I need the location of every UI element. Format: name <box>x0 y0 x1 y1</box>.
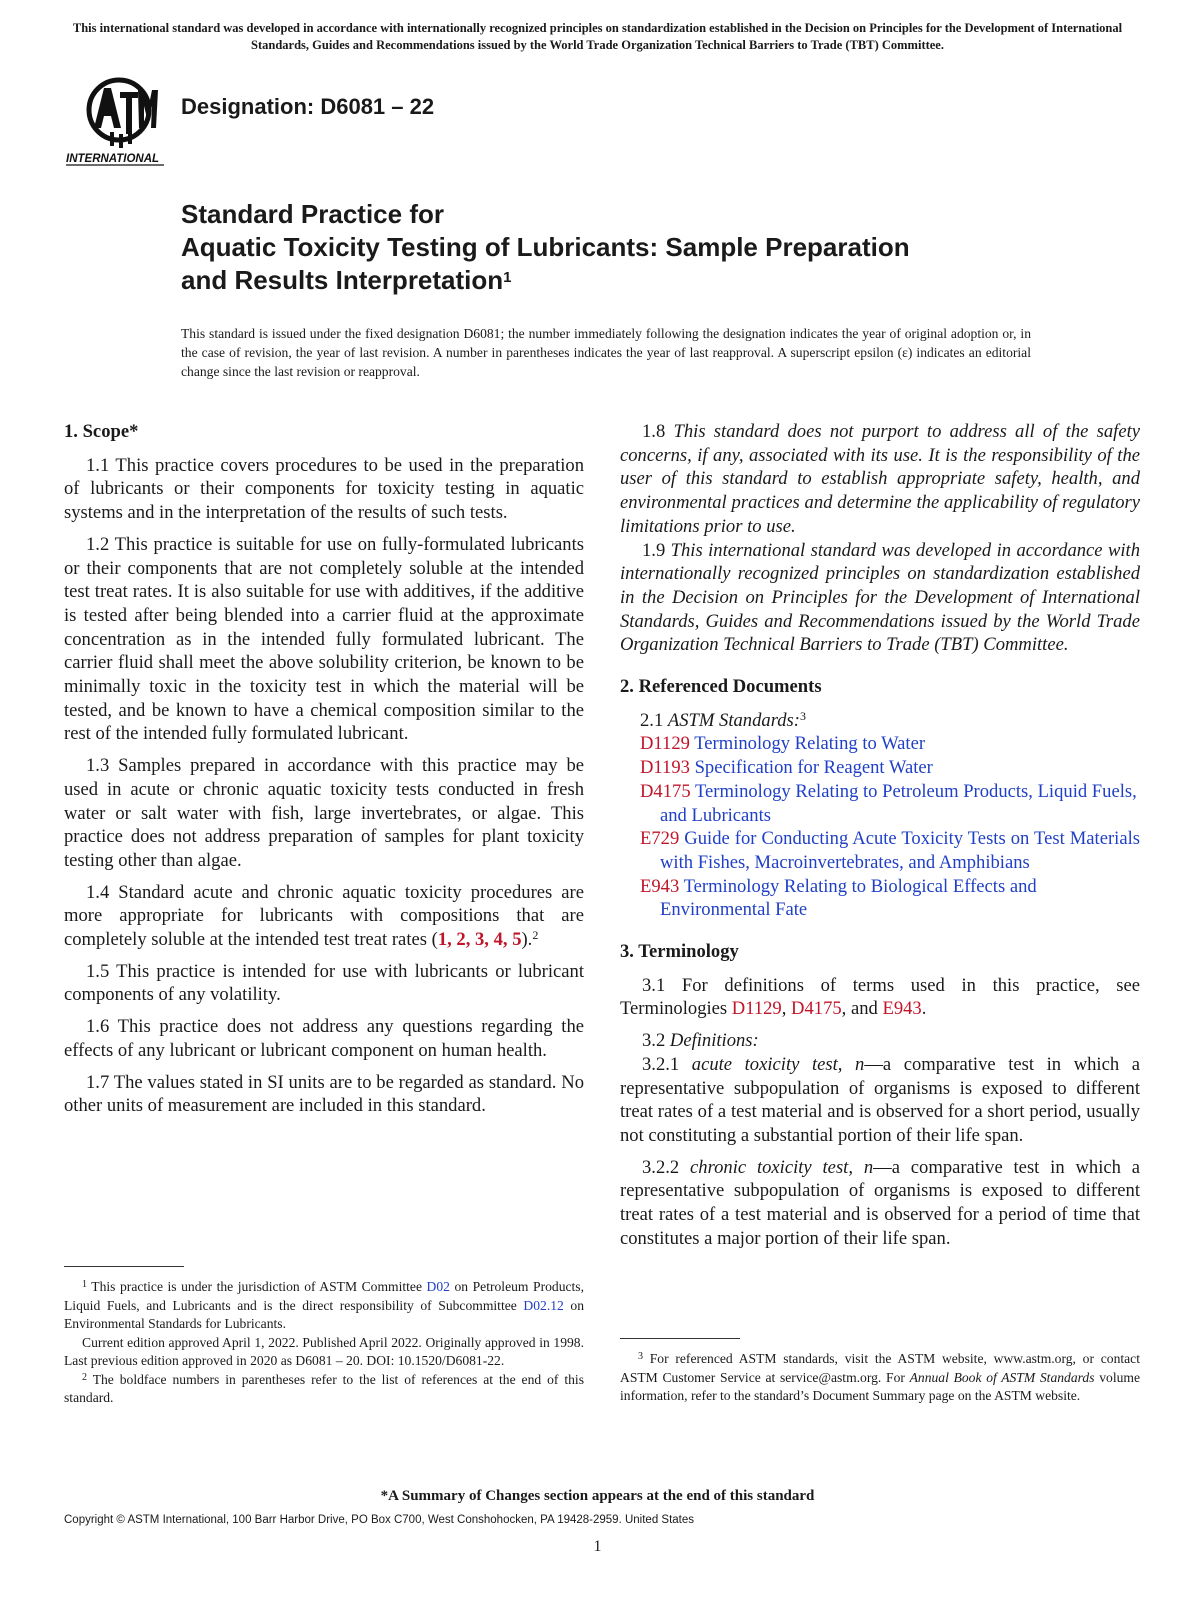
subcommittee-link-d02-12[interactable]: D02.12 <box>523 1297 564 1313</box>
footnote-1-edition: Current edition approved April 1, 2022. Published April 2022. Originally approved in 1998. Last previous edition approved in 2020 as D6081 – 20. DOI: 10.1520/D6081-22. <box>64 1334 584 1368</box>
footnotes-left <box>64 1278 584 1408</box>
para-1-2: 1.2 This practice is suitable for use on fully-formulated lubricants or their components that are not completely soluble at the intended test treat rates. It is also suitable for use with additives, if the additive is tested after being blended into a carrier fluid at the approximate concentration as in the intended fully formulated lubricant. The carrier fluid shall meet the above solubility criterion, be known to be minimally toxic in the toxicity test in which the material will be tested, and be known to have a chemical composition similar to the rest of the intended fully formulated lubricant. <box>64 533 584 745</box>
definition-chronic: 3.2.2 chronic toxicity test, n—a comparative test in which a representative subpopulation of organisms is exposed to different treat rates of a test material and is observed for a period of time that constitutes a major portion of their life span. <box>620 1156 1140 1249</box>
para-1-1: 1.1 This practice covers procedures to be used in the preparation of lubricants or their components for toxicity testing in aquatic systems and in the interpretation of the results of such tests. <box>64 454 584 524</box>
title-line-3: and Results Interpretation <box>181 265 504 295</box>
definition-acute: 3.2.1 acute toxicity test, n—a comparative test in which a representative subpopulation of organisms is exposed to different treat rates of a test material and is observed for a short period, usually not constituting a substantial portion of their life span. <box>620 1053 1140 1146</box>
issued-note: This standard is issued under the fixed designation D6081; the number immediately following the designation indicates the year of original adoption or, in the case of revision, the year of last revision. A number in parentheses indicates the year of last reapproval. A superscript epsilon (ε) indicates an editorial change since the last revision or reapproval. <box>181 326 1031 379</box>
committee-link-d02[interactable]: D02 <box>426 1279 450 1294</box>
reference-list <box>620 732 1140 922</box>
top-notice: This international standard was developed in accordance with internationally recognized principles on standardization established in the Decision on Principles for the Development of International Standards, Guides and Recommendations issued by the World Trade Organization Technical Barriers to Trade (TBT) Committee. <box>72 21 1123 52</box>
footnote-rule-right <box>620 1338 740 1339</box>
para-1-4: 1.4 Standard acute and chronic aquatic toxicity procedures are more appropriate for lubricants with compositions that are completely soluble at the intended test treat rates (1, 2, 3, 4, 5).$^2$ <box>64 881 584 951</box>
footnote-mark-2: 2 <box>532 928 539 943</box>
logo-lettering: INTERNATIONAL <box>66 153 160 165</box>
term-link-d1129[interactable]: D1129 <box>731 998 782 1020</box>
right-column <box>620 420 1140 1259</box>
reference-item[interactable]: E943 Terminology Relating to Biological Effects and Environmental Fate <box>640 875 1037 921</box>
astm-standards-label: 2.1 ASTM Standards:$^3$ <box>640 708 806 731</box>
ref-link-2[interactable]: 2 <box>456 929 466 951</box>
scope-heading: 1. Scope* <box>64 421 139 442</box>
reference-item[interactable]: D1129 Terminology Relating to Water <box>640 733 926 755</box>
para-3-1: 3.1 For definitions of terms used in this practice, see Terminologies D1129, D4175, and E943. <box>620 974 1140 1020</box>
page-number: 1 <box>593 1538 602 1555</box>
ref-link-5[interactable]: 5 <box>512 929 522 951</box>
ref-link-3[interactable]: 3 <box>475 929 485 951</box>
ref-link-1[interactable]: 1 <box>437 929 448 951</box>
para-1-9: 1.9 This international standard was developed in accordance with internationally recognized principles on standardization established in the Decision on Principles for the Development of International Standards, Guides and Recommendations issued by the World Trade Organization Technical Barriers to Trade (TBT) Committee. <box>620 539 1140 656</box>
title-footnote-mark: 1 <box>503 269 512 286</box>
footnote-rule-left <box>64 1266 184 1267</box>
title-line-2: Aquatic Toxicity Testing of Lubricants: Sample Preparation <box>181 232 910 262</box>
astm-logo-icon <box>64 70 174 168</box>
left-column <box>64 420 584 1126</box>
footnote-3: $^3$ For referenced ASTM standards, visit the ASTM website, www.astm.org, or contact ASTM Customer Service at service@astm.org. For Annual Book of ASTM Standards volume information, refer to the standard’s Document Summary page on the ASTM website. <box>620 1351 1141 1403</box>
para-1-7: 1.7 The values stated in SI units are to be regarded as standard. No other units of measurement are included in this standard. <box>64 1071 584 1117</box>
ref-link-4[interactable]: 4 <box>493 929 503 951</box>
para-1-5: 1.5 This practice is intended for use with lubricants or lubricant components of any volatility. <box>64 960 584 1006</box>
term-link-d4175[interactable]: D4175 <box>791 998 842 1020</box>
copyright: Copyright © ASTM International, 100 Barr Harbor Drive, PO Box C700, West Conshohocken, PA 19428-2959. United States <box>64 1514 695 1526</box>
terminology-heading: 3. Terminology <box>620 941 739 963</box>
para-1-6: 1.6 This practice does not address any questions regarding the effects of any lubricant or lubricant component on human health. <box>64 1016 584 1061</box>
summary-of-changes-note: *A Summary of Changes section appears at the end of this standard <box>380 1488 815 1504</box>
footnote-2: $^2$ The boldface numbers in parentheses refer to the list of references at the end of this standard. <box>64 1371 584 1405</box>
para-3-2: 3.2 Definitions: <box>642 1030 759 1052</box>
para-1-8: 1.8 This standard does not purport to address all of the safety concerns, if any, associated with its use. It is the responsibility of the user of this standard to establish appropriate safety, health, and environmental practices and determine the applicability of regulatory limitations prior to use. <box>620 421 1140 537</box>
footnotes-right <box>620 1350 1140 1406</box>
reference-item[interactable]: D1193 Specification for Reagent Water <box>640 757 933 779</box>
reference-item[interactable]: E729 Guide for Conducting Acute Toxicity Tests on Test Materials with Fishes, Macroinvertebrates, and Amphibians <box>640 828 1140 873</box>
term-link-e943[interactable]: E943 <box>882 998 922 1020</box>
footnote-1: $^1$ This practice is under the jurisdiction of ASTM Committee D02 on Petroleum Products, Liquid Fuels, and Lubricants and is the direct responsibility of Subcommittee D02.12 on Environmental Standards for Lubricants. <box>64 1279 584 1331</box>
title-line-1: Standard Practice for <box>181 199 444 229</box>
reference-item[interactable]: D4175 Terminology Relating to Petroleum Products, Liquid Fuels, and Lubricants <box>640 780 1137 826</box>
document-title <box>181 198 1061 297</box>
referenced-heading: 2. Referenced Documents <box>620 676 822 698</box>
designation: Designation: D6081 – 22 <box>181 94 435 119</box>
para-1-3: 1.3 Samples prepared in accordance with this practice may be used in acute or chronic aquatic toxicity tests conducted in fresh water or salt water with fish, large invertebrates, or algae. This practice does not address preparation of samples for plant toxicity testing other than algae. <box>64 755 584 871</box>
